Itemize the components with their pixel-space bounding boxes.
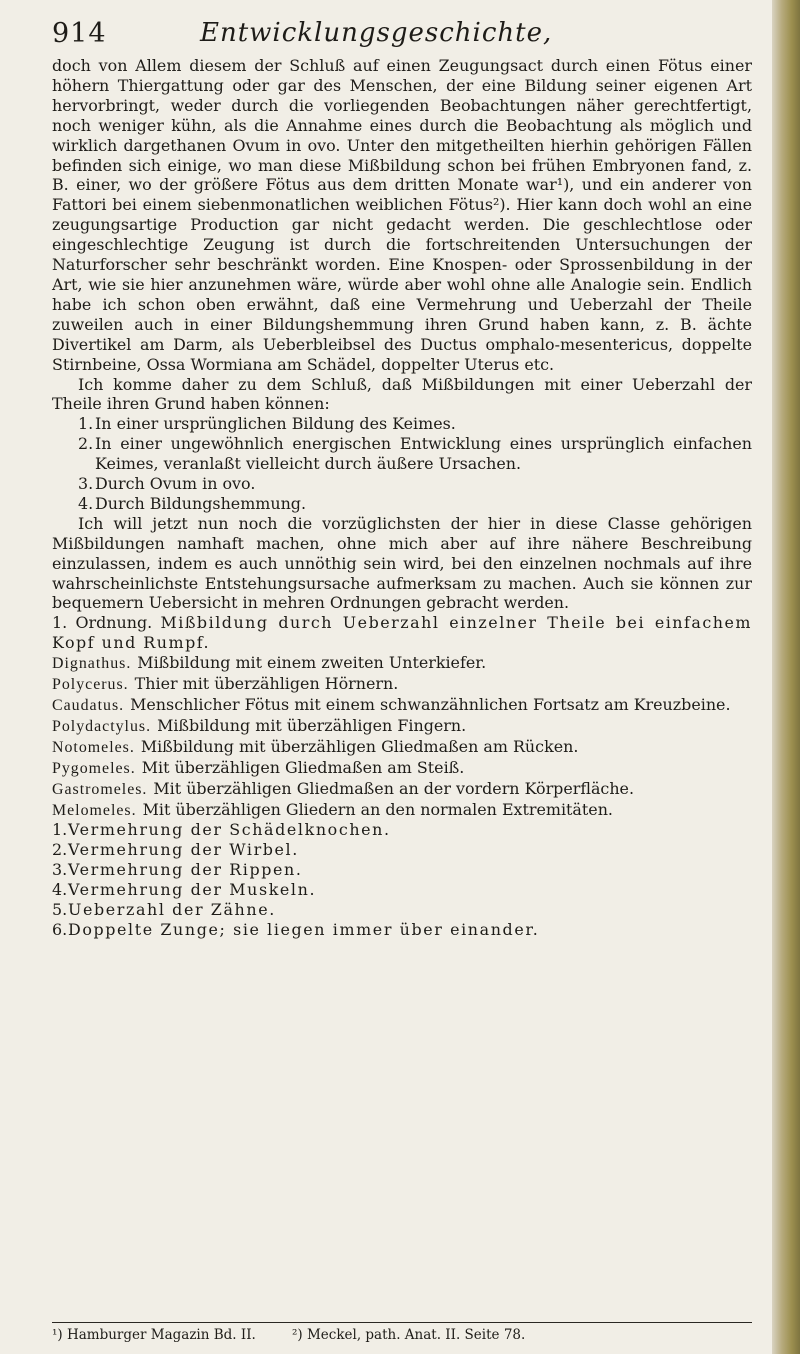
- page-body: [52, 56, 752, 940]
- term-name: Polycerus.: [52, 676, 129, 694]
- term-definition: Mißbildung mit überzähligen Fingern.: [157, 715, 467, 735]
- causes-list: [52, 414, 752, 514]
- term-definition: Mit überzähligen Gliedmaßen am Steiß.: [141, 757, 465, 777]
- list-item: 6.Doppelte Zunge; sie liegen immer über einander.: [52, 919, 540, 939]
- term-name: Gastromeles.: [52, 780, 148, 798]
- paragraph-overview: Ich will jetzt nun noch die vorzüglichsten der hier in diese Classe gehörigen Mißbildungen namhaft machen, ohne mich aber auf ihre nähere Beschreibung einzulassen, indem es auch unnöthig sein wird, bei den einzelnen nochmals auf ihre wahrscheinlichste Entstehungsursache aufmerksam zu machen. Auch sie können zur bequemern Uebersicht in mehren Ordnungen gebracht werden.: [52, 513, 752, 613]
- list-item: 2. In einer ungewöhnlich energischen Entwicklung eines ursprünglich einfachen Keimes, veranlaßt vielleicht durch äußere Ursachen.: [78, 434, 752, 474]
- term-item: [52, 737, 752, 758]
- list-item: 1. In einer ursprünglichen Bildung des Keimes.: [78, 414, 456, 434]
- paragraph-conclusion: Ich komme daher zu dem Schluß, daß Mißbildungen mit einer Ueberzahl der Theile ihren Grund haben können:: [52, 374, 752, 414]
- term-item: [52, 653, 752, 674]
- order-heading: [52, 613, 752, 653]
- term-name: Notomeles.: [52, 738, 135, 756]
- term-name: Caudatus.: [52, 697, 125, 714]
- running-title: Entwicklungsgeschichte,: [200, 18, 553, 48]
- increase-list: [52, 820, 752, 939]
- page-edge: [772, 0, 800, 1354]
- term-definition: Mit überzähligen Gliedern an den normalen Extremitäten.: [142, 799, 613, 819]
- term-item: [52, 674, 752, 695]
- term-definition: Menschlicher Fötus mit einem schwanzähnlichen Fortsatz am Kreuzbeine.: [130, 695, 731, 714]
- footnote-1: ¹) Hamburger Magazin Bd. II.: [52, 1327, 256, 1343]
- page-number: 914: [52, 18, 107, 49]
- term-definition: Mißbildung mit überzähligen Gliedmaßen am Rücken.: [140, 736, 579, 756]
- list-item: 3.Vermehrung der Rippen.: [52, 860, 303, 880]
- term-name: Dignathus.: [52, 655, 132, 673]
- term-name: Pygomeles.: [52, 759, 136, 777]
- term-item: [52, 695, 752, 716]
- list-item: 2.Vermehrung der Wirbel.: [52, 840, 299, 860]
- term-definition: Thier mit überzähligen Hörnern.: [134, 674, 399, 694]
- term-definition: Mißbildung mit einem zweiten Unterkiefer.: [137, 653, 487, 673]
- list-item: 4. Durch Bildungshemmung.: [78, 493, 307, 513]
- footnotes: [52, 1322, 752, 1343]
- term-name: Melomeles.: [52, 801, 137, 819]
- order-label: 1. Ordnung.: [52, 613, 153, 633]
- paragraph-continuation: doch von Allem diesem der Schluß auf einen Zeugungsact durch einen Fötus einer höhern Thiergattung oder gar des Menschen, der eine Bildung seiner eigenen Art hervorbringt, weder durch die vorliegenden Beobachtungen näher gerechtfertigt, noch weniger kühn, als die Annahme eines durch die Beobachtung als möglich und wirklich dargethanen Ovum in ovo. Unter den mitgetheilten hierhin gehörigen Fällen befinden sich einige, wo man diese Mißbildung schon bei frühen Embryonen fand, z. B. einer, wo der größere Fötus aus dem dritten Monate war¹), und ein anderer von Fattori bei einem siebenmonatlichen weiblichen Fötus²). Hier kann doch wohl an eine zeugungsartige Production gar nicht gedacht werden. Die geschlechtlose oder eingeschlechtige Zeugung ist durch die fortschreitenden Untersuchungen der Naturforscher sehr beschränkt worden. Eine Knospen- oder Sprossenbildung in der Art, wie sie hier anzunehmen wäre, würde aber wohl ohne alle Analogie sein. Endlich habe ich schon oben erwähnt, daß eine Vermehrung und Ueberzahl der Theile zuweilen auch in einer Bildungshemmung ihren Grund haben kann, z. B. ächte Divertikel am Darm, als Ueberbleibsel des Ductus omphalo-mesentericus, doppelte Stirnbeine, Ossa Wormiana am Schädel, doppelter Uterus etc.: [52, 56, 752, 374]
- term-item: [52, 716, 752, 737]
- term-name: Polydactylus.: [52, 717, 152, 735]
- order-title: Mißbildung durch Ueberzahl einzelner Theile bei einfachem Kopf und Rumpf.: [52, 613, 753, 653]
- term-item: [52, 800, 752, 821]
- term-definition: Mit überzähligen Gliedmaßen an der vordern Körperfläche.: [153, 778, 635, 798]
- list-item: 4.Vermehrung der Muskeln.: [52, 880, 317, 900]
- terms-list: [52, 653, 752, 820]
- term-item: [52, 758, 752, 779]
- list-item: 1.Vermehrung der Schädelknochen.: [52, 820, 391, 840]
- list-item: 5.Ueberzahl der Zähne.: [52, 900, 276, 920]
- page-header: [52, 16, 752, 50]
- footnote-2: ²) Meckel, path. Anat. II. Seite 78.: [292, 1327, 526, 1343]
- list-item: 3. Durch Ovum in ovo.: [78, 474, 256, 494]
- term-item: [52, 779, 752, 800]
